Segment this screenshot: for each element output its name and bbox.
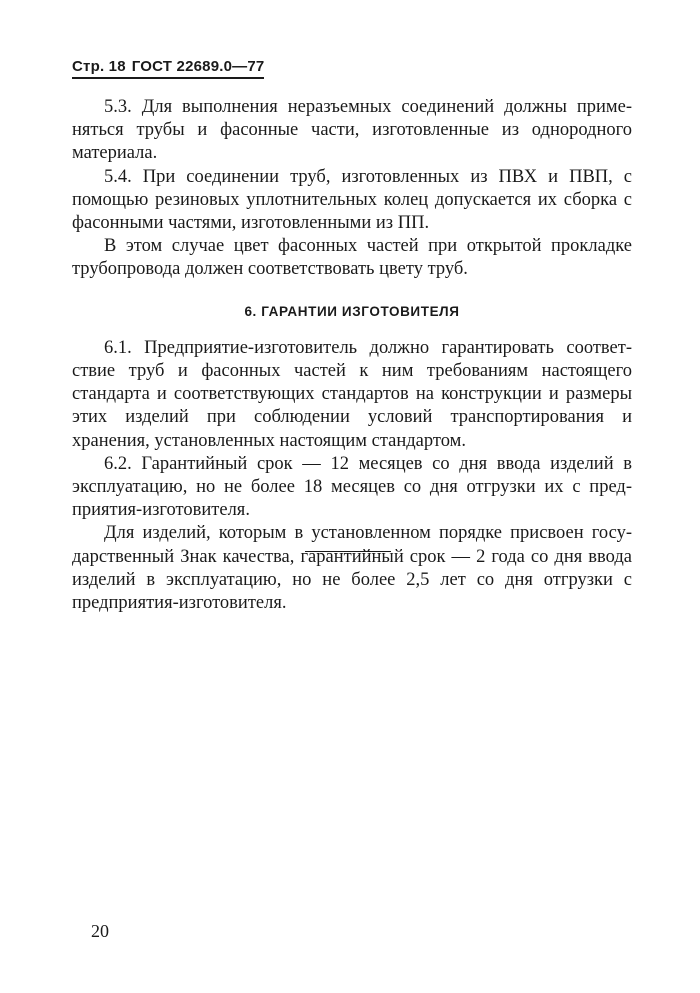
end-of-text-rule	[305, 551, 391, 552]
paragraph-5-3: 5.3. Для выполнения неразъемных соединений должны применяться трубы и фасонные части, изготовленные из однородного материала.	[72, 97, 632, 164]
paragraph-5-4-note: В этом случае цвет фасонных частей при открытой прокладке трубопровода должен соответствовать цвету труб.	[72, 236, 632, 280]
section-heading-6: 6. ГАРАНТИИ ИЗГОТОВИТЕЛЯ	[244, 303, 460, 319]
standard-number: ГОСТ 22689.0—77	[131, 58, 265, 75]
paragraph-5-4: 5.4. При соединении труб, изготовленных из ПВХ и ПВП, с помощью резиновых уплотнительных колец допускается их сборка с фасонными частями, изготовленными из ПП.	[72, 166, 632, 234]
paragraph-6-2-quality-mark: Для изделий, которым в установленном порядке присвоен государственный Знак качества, гарантийный срок — 2 года со дня ввода изделий в эксплуатацию, но не более 2,5 лет со дня отгрузки с предприятия-изготовителя.	[72, 523, 632, 614]
page-label: Стр. 18	[72, 58, 126, 75]
page-number: 20	[91, 921, 109, 941]
paragraph-6-2: 6.2. Гарантийный срок — 12 месяцев со дня ввода изделий в эксплуатацию, но не более 18 месяцев со дня отгрузки их с предприятия-изготовителя.	[72, 453, 632, 521]
document-body	[72, 96, 632, 615]
page-header	[72, 58, 264, 79]
paragraph-6-1: 6.1. Предприятие-изготовитель должно гарантировать соответствие труб и фасонных частей к ним требованиям настоящего стандарта и соответствующих стандартов на конструкции и размеры этих изделий при соблюдении условий транспортирования и хранения, установленных настоящим стандартом.	[72, 337, 632, 451]
